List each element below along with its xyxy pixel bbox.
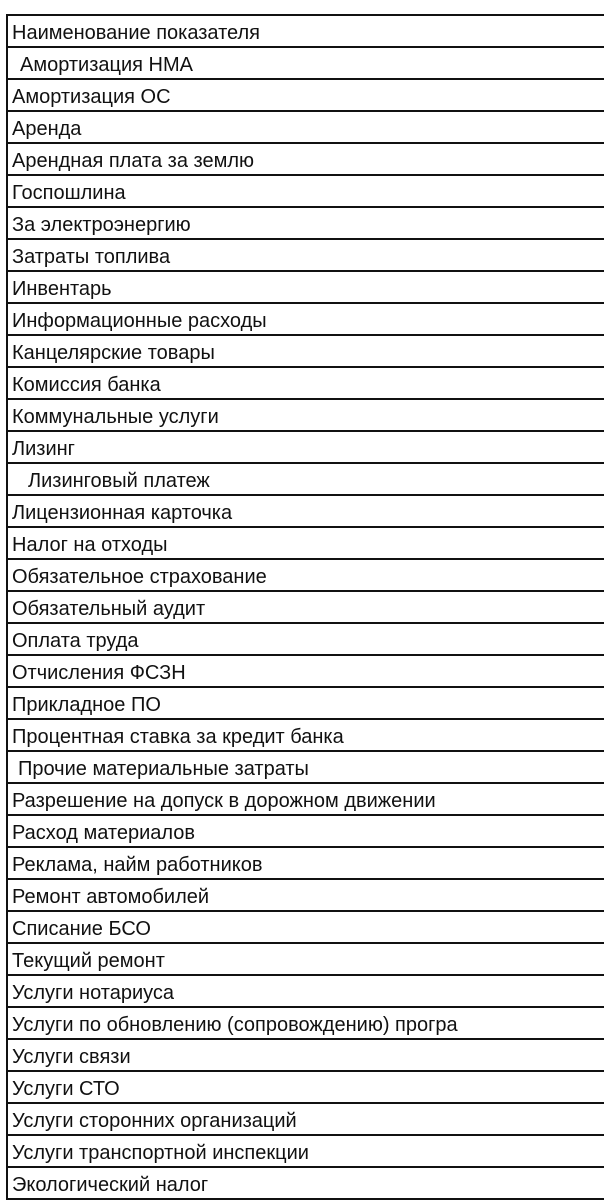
table-row[interactable] (8, 752, 604, 784)
table-row[interactable] (8, 1008, 604, 1040)
table-row[interactable] (8, 560, 604, 592)
table-row[interactable] (8, 784, 604, 816)
table-cell: Канцелярские товары (12, 342, 215, 364)
table-row[interactable] (8, 1136, 604, 1168)
table-cell: Лицензионная карточка (12, 502, 233, 524)
rows-container (8, 16, 604, 1200)
table-cell: Процентная ставка за кредит банка (12, 726, 344, 748)
table-cell: Информационные расходы (12, 310, 267, 332)
table-cell: Услуги по обновлению (сопровождению) програ (12, 1014, 458, 1036)
table-cell: Оплата труда (12, 630, 139, 652)
table-row[interactable] (8, 1104, 604, 1136)
table-row[interactable] (8, 1072, 604, 1104)
table-cell: Отчисления ФСЗН (12, 662, 186, 684)
table-row[interactable] (8, 976, 604, 1008)
table-row[interactable] (8, 112, 604, 144)
table-cell: Затраты топлива (12, 246, 171, 268)
table-row[interactable] (8, 880, 604, 912)
table-cell: Списание БСО (12, 918, 151, 940)
table-cell: Аренда (12, 118, 82, 140)
table-row[interactable] (8, 240, 604, 272)
table-cell: Комиссия банка (12, 374, 161, 396)
table-cell: Ремонт автомобилей (12, 886, 210, 908)
table-cell: Обязательное страхование (12, 566, 267, 588)
table-row[interactable] (8, 720, 604, 752)
table-row[interactable] (8, 176, 604, 208)
table-cell: Экологический налог (12, 1174, 209, 1196)
table-cell: Услуги связи (12, 1046, 131, 1068)
table-cell: Разрешение на допуск в дорожном движении (12, 790, 436, 812)
spreadsheet-column (6, 14, 604, 1200)
table-row[interactable] (8, 464, 604, 496)
table-row[interactable] (8, 624, 604, 656)
table-cell: Амортизация НМА (20, 54, 193, 76)
table-cell: Арендная плата за землю (12, 150, 254, 172)
table-row[interactable] (8, 944, 604, 976)
table-cell: Налог на отходы (12, 534, 168, 556)
table-row[interactable] (8, 656, 604, 688)
table-row[interactable] (8, 144, 604, 176)
table-row[interactable] (8, 336, 604, 368)
table-row[interactable] (8, 912, 604, 944)
table-cell: Лизинговый платеж (28, 470, 210, 492)
table-cell: Услуги СТО (12, 1078, 120, 1100)
table-cell: Лизинг (12, 438, 75, 460)
table-cell: Обязательный аудит (12, 598, 206, 620)
table-row[interactable] (8, 272, 604, 304)
table-cell: Реклама, найм работников (12, 854, 263, 876)
table-row[interactable] (8, 688, 604, 720)
table-cell: Услуги сторонних организаций (12, 1110, 297, 1132)
table-cell: Услуги транспортной инспекции (12, 1142, 309, 1164)
table-row[interactable] (8, 48, 604, 80)
header-row[interactable] (8, 16, 604, 48)
table-row[interactable] (8, 80, 604, 112)
table-row[interactable] (8, 816, 604, 848)
table-row[interactable] (8, 208, 604, 240)
table-row[interactable] (8, 528, 604, 560)
table-row[interactable] (8, 592, 604, 624)
table-cell: За электроэнергию (12, 214, 191, 236)
table-row[interactable] (8, 496, 604, 528)
table-cell: Прочие материальные затраты (18, 758, 309, 780)
table-row[interactable] (8, 304, 604, 336)
table-cell: Услуги нотариуса (12, 982, 175, 1004)
table-row[interactable] (8, 1168, 604, 1200)
table-cell: Коммунальные услуги (12, 406, 219, 428)
table-cell: Расход материалов (12, 822, 196, 844)
table-row[interactable] (8, 400, 604, 432)
table-cell: Текущий ремонт (12, 950, 165, 972)
table-cell: Госпошлина (12, 182, 126, 204)
table-row[interactable] (8, 432, 604, 464)
table-row[interactable] (8, 1040, 604, 1072)
table-cell: Прикладное ПО (12, 694, 161, 716)
header-cell: Наименование показателя (12, 22, 260, 44)
table-cell: Амортизация ОС (12, 86, 171, 108)
table-cell: Инвентарь (12, 278, 112, 300)
table-row[interactable] (8, 848, 604, 880)
table-row[interactable] (8, 368, 604, 400)
